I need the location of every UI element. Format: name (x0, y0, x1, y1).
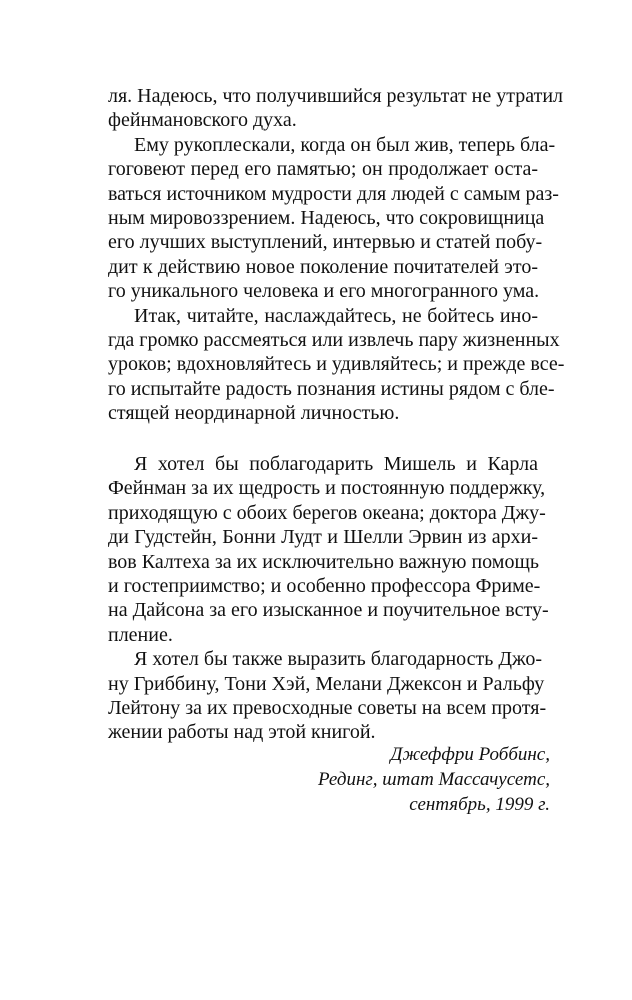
text-line: гда громко рассмеяться или извлечь пару жизненных (108, 328, 560, 351)
text-line: го уникального человека и его многогранного ума. (108, 280, 540, 303)
text-line: Лейтону за их превосходные советы на всем протя- (108, 696, 547, 719)
text-line: Итак, читайте, наслаждайтесь, не бойтесь ино- (134, 304, 538, 327)
text-line: приходящую с обоих берегов океана; доктора Джу- (108, 501, 546, 524)
text-line: гоговеют перед его памятью; он продолжает оста- (108, 158, 538, 181)
text-line: пление. (108, 623, 173, 646)
text-line: на Дайсона за его изысканное и поучительное всту- (108, 599, 549, 622)
text-line: стящей неординарной личностью. (108, 402, 400, 425)
text-line: Ему рукоплескали, когда он был жив, теперь бла- (134, 133, 556, 156)
text-line: Фейнман за их щедрость и постоянную поддержку, (108, 477, 546, 500)
text-line: жении работы над этой книгой. (108, 721, 376, 744)
signature-name: Джеффри Роббинс, (390, 744, 550, 765)
text-line: вов Калтеха за их исключительно важную помощь (108, 550, 539, 573)
text-line: Я хотел бы поблагодарить Мишель и Карла (134, 453, 538, 475)
signature (318, 742, 550, 817)
main-text (108, 84, 565, 425)
text-line: и гостеприимство; и особенно профессора Фриме- (108, 574, 541, 597)
text-line: Я хотел бы также выразить благодарность Джо- (134, 648, 543, 671)
signature-date: сентябрь, 1999 г. (409, 794, 550, 815)
signature-location: Рединг, штат Массачусетс, (317, 769, 550, 790)
text-line: ля. Надеюсь, что получившийся результат не утратил (108, 85, 564, 107)
text-line: дит к действию новое поколение почитателей это- (108, 255, 538, 278)
text-line: его лучших выступлений, интервью и статей побу- (108, 231, 543, 254)
text-line: го испытайте радость познания истины рядом с бле- (108, 377, 555, 400)
text-line: ди Гудстейн, Бонни Лудт и Шелли Эрвин из архи- (108, 526, 538, 549)
text-line: фейнмановского духа. (108, 109, 297, 132)
text-line: ну Гриббину, Тони Хэй, Мелани Джексон и Ральфу (108, 672, 545, 695)
text-line: ным мировоззрением. Надеюсь, что сокровищница (108, 206, 545, 229)
acknowledgements (108, 452, 549, 745)
text-line: уроков; вдохновляйтесь и удивляйтесь; и прежде все- (108, 353, 565, 376)
text-line: ваться источником мудрости для людей с самым раз- (108, 182, 559, 205)
